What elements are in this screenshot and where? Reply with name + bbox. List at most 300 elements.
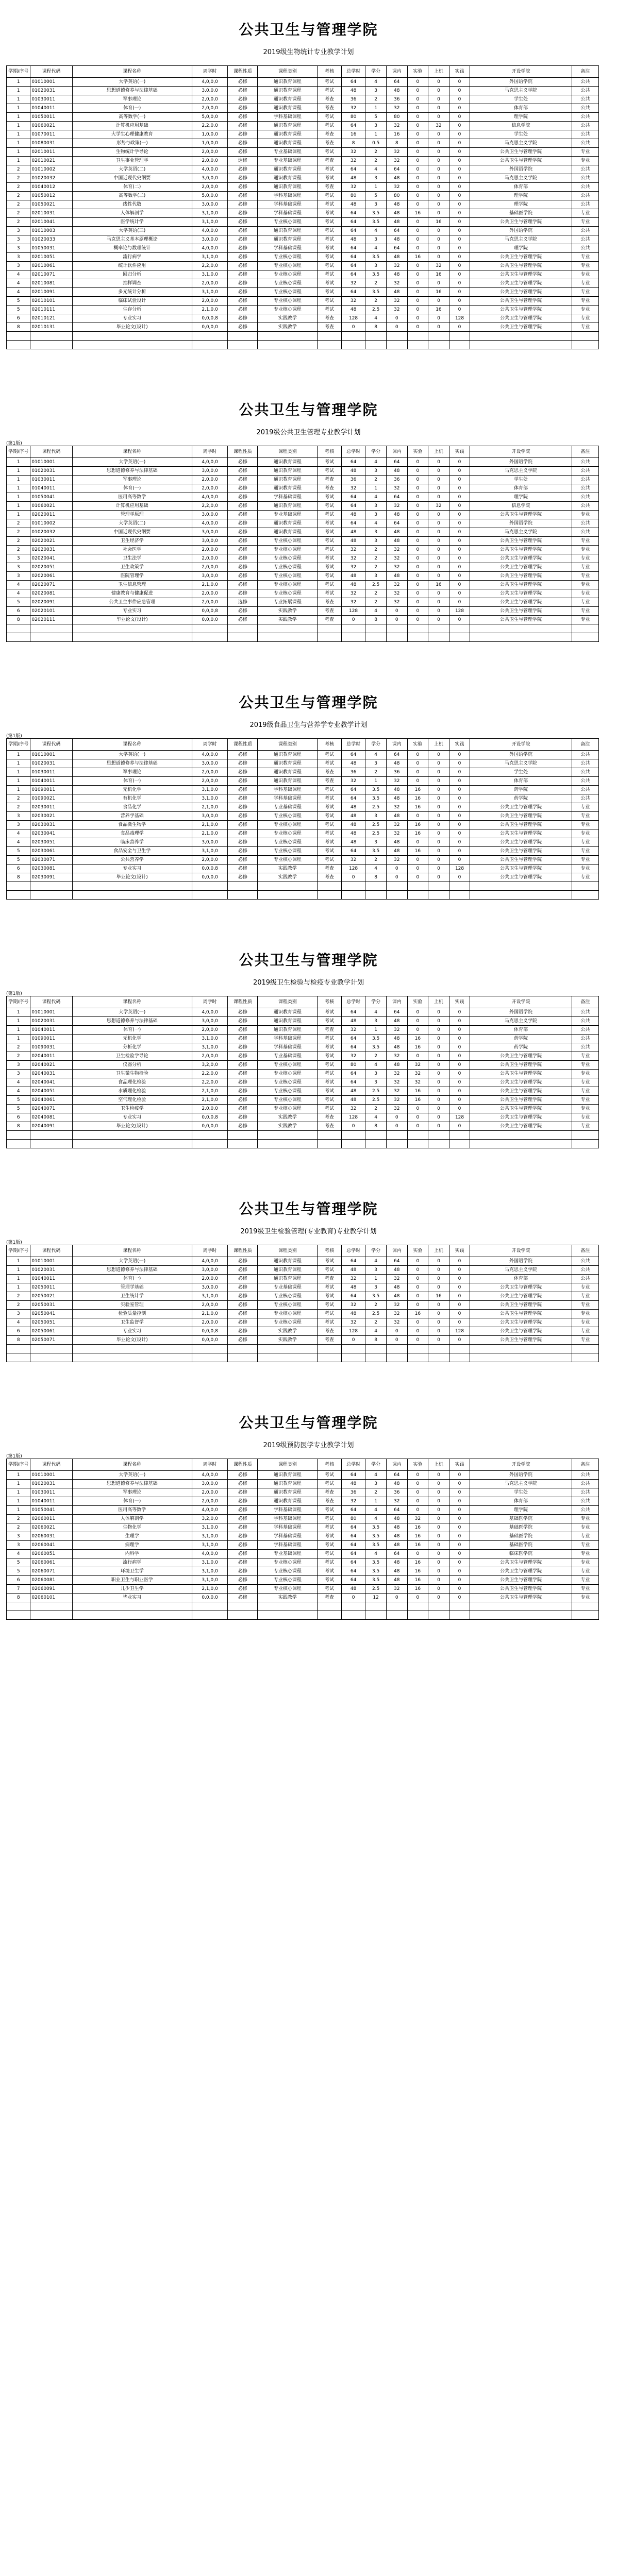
table-cell: 36 <box>386 768 407 777</box>
table-cell: 32 <box>386 546 407 554</box>
table-cell: 32 <box>386 821 407 829</box>
table-cell: 8 <box>365 1122 387 1131</box>
curriculum-table <box>6 1459 599 1620</box>
table-cell: 考试 <box>318 812 341 821</box>
table-cell: 考试 <box>318 1585 341 1594</box>
table-cell: 0 <box>428 1318 449 1327</box>
table-cell: 必修 <box>228 563 258 572</box>
table-cell: 公共卫生与管理学院 <box>470 1585 572 1594</box>
table-cell: 5,0,0,0 <box>192 192 228 200</box>
table-cell: 专业核心课程 <box>258 821 318 829</box>
table-cell: 通识教育课程 <box>258 528 318 537</box>
table-cell: 考试 <box>318 1292 341 1301</box>
table-cell: 0 <box>428 838 449 847</box>
table-cell: 02030051 <box>30 838 72 847</box>
table-cell: 公共卫生与管理学院 <box>470 1052 572 1061</box>
table-cell: 7 <box>7 1585 30 1594</box>
table-cell: 专业 <box>572 812 598 821</box>
table-cell: 48 <box>341 803 365 812</box>
plan-title: 2019级卫生检验与检疫专业教学计划 <box>253 979 364 987</box>
table-cell: 公共 <box>572 1026 598 1035</box>
table-cell: 64 <box>341 1558 365 1567</box>
table-cell: 思想道德修养与法律基础 <box>72 1480 192 1488</box>
table-cell: 0 <box>428 1523 449 1532</box>
table-cell: 1 <box>7 1035 30 1043</box>
table-cell: 0 <box>428 1257 449 1266</box>
table-cell: 1 <box>7 759 30 768</box>
table-cell: 32 <box>386 122 407 130</box>
table-cell: 1 <box>7 113 30 122</box>
table-cell: 考试 <box>318 279 341 288</box>
table-cell: 必修 <box>228 1052 258 1061</box>
table-cell: 必修 <box>228 812 258 821</box>
table-cell: 专业 <box>572 838 598 847</box>
table-cell: 公共卫生与管理学院 <box>470 1576 572 1585</box>
table-cell: 0 <box>407 1008 428 1017</box>
table-cell: 空气理化检验 <box>72 1096 192 1105</box>
table-cell: 48 <box>341 174 365 183</box>
table-cell: 形势与政策(一) <box>72 139 192 148</box>
table-cell: 1 <box>7 1506 30 1515</box>
table-cell: 水质理化检验 <box>72 1087 192 1096</box>
table-cell: 4 <box>365 865 387 873</box>
table-cell: 考查 <box>318 1122 341 1131</box>
table-cell: 0 <box>428 104 449 113</box>
table-cell: 3 <box>365 511 387 519</box>
table-cell: 专业核心课程 <box>258 1070 318 1078</box>
table-cell: 3 <box>7 554 30 563</box>
table-cell: 必修 <box>228 1087 258 1096</box>
table-cell: 48 <box>386 1480 407 1488</box>
table-row <box>7 1087 599 1096</box>
table-cell: 马克思主义学院 <box>470 87 572 95</box>
table-cell: 必修 <box>228 253 258 262</box>
table-cell: 考试 <box>318 288 341 297</box>
column-header: 周学时 <box>192 66 228 78</box>
table-cell: 学生处 <box>470 768 572 777</box>
table-row <box>7 537 599 546</box>
table-row <box>7 838 599 847</box>
table-cell: 0 <box>449 589 470 598</box>
table-cell: 02020061 <box>30 572 72 581</box>
table-cell: 公共卫生与管理学院 <box>470 803 572 812</box>
table-cell: 2 <box>365 476 387 484</box>
column-header: 课程代码 <box>30 66 72 78</box>
table-cell: 48 <box>386 1292 407 1301</box>
table-cell: 公共 <box>572 78 598 87</box>
table-cell: 5 <box>7 598 30 607</box>
table-cell: 必修 <box>228 751 258 759</box>
table-cell: 8 <box>365 616 387 624</box>
table-cell: 考查 <box>318 768 341 777</box>
table-cell: 专业 <box>572 1070 598 1078</box>
table-cell: 0 <box>449 1275 470 1283</box>
table-cell: 公共 <box>572 165 598 174</box>
column-header: 备注 <box>572 66 598 78</box>
table-cell: 专业 <box>572 563 598 572</box>
table-cell: 必修 <box>228 1585 258 1594</box>
table-cell: 5 <box>7 1105 30 1113</box>
table-cell: 专业 <box>572 873 598 882</box>
table-cell: 0 <box>449 165 470 174</box>
table-cell: 马克思主义学院 <box>470 1480 572 1488</box>
table-cell: 考试 <box>318 1523 341 1532</box>
table-cell: 专业 <box>572 598 598 607</box>
table-row <box>7 1035 599 1043</box>
table-cell: 必修 <box>228 1558 258 1567</box>
table-cell: 3 <box>7 253 30 262</box>
table-cell: 32 <box>386 1026 407 1035</box>
table-cell: 3.5 <box>365 209 387 218</box>
table-cell: 0 <box>428 192 449 200</box>
table-cell: 必修 <box>228 759 258 768</box>
table-cell: 必修 <box>228 1266 258 1275</box>
table-row <box>7 235 599 244</box>
table-cell: 02020081 <box>30 589 72 598</box>
table-cell: 02020091 <box>30 598 72 607</box>
table-cell: 公共 <box>572 1488 598 1497</box>
table-row <box>7 1488 599 1497</box>
table-cell: 公共 <box>572 1035 598 1043</box>
table-cell: 卫生监督学 <box>72 1318 192 1327</box>
table-cell: 2 <box>7 537 30 546</box>
table-cell: 64 <box>341 1257 365 1266</box>
table-cell: 01020031 <box>30 467 72 476</box>
table-cell: 0 <box>407 589 428 598</box>
column-header: 实践 <box>449 446 470 458</box>
table-cell: 0 <box>428 1113 449 1122</box>
table-cell: 3 <box>7 1532 30 1541</box>
table-cell: 3,0,0,0 <box>192 87 228 95</box>
table-cell: 通识教育课程 <box>258 484 318 493</box>
table-cell: 专业核心课程 <box>258 1087 318 1096</box>
table-cell: 公共 <box>572 502 598 511</box>
table-row <box>7 192 599 200</box>
table-row <box>7 572 599 581</box>
table-cell: 02040061 <box>30 1096 72 1105</box>
table-cell: 思想道德修养与法律基础 <box>72 467 192 476</box>
table-cell: 3,1,0,0 <box>192 794 228 803</box>
table-cell: 必修 <box>228 794 258 803</box>
table-cell: 0 <box>428 157 449 165</box>
curriculum-table <box>6 996 599 1148</box>
table-cell: 考试 <box>318 1506 341 1515</box>
table-cell: 考试 <box>318 209 341 218</box>
table-cell: 专业核心课程 <box>258 554 318 563</box>
column-header: 开设学院 <box>470 1459 572 1471</box>
table-cell: 专业 <box>572 1532 598 1541</box>
table-cell: 0,0,0,8 <box>192 314 228 323</box>
table-cell: 公共卫生与管理学院 <box>470 873 572 882</box>
table-cell: 3,0,0,0 <box>192 838 228 847</box>
table-cell: 32 <box>386 262 407 270</box>
table-cell: 48 <box>341 759 365 768</box>
table-cell: 02020021 <box>30 537 72 546</box>
table-cell: 3,0,0,0 <box>192 1017 228 1026</box>
table-cell: 公共 <box>572 122 598 130</box>
table-cell: 32 <box>386 279 407 288</box>
table-cell: 3,1,0,0 <box>192 253 228 262</box>
table-cell: 必修 <box>228 306 258 314</box>
table-cell: 0 <box>407 165 428 174</box>
table-cell: 48 <box>341 1310 365 1318</box>
table-cell: 0 <box>428 244 449 253</box>
table-cell: 0 <box>407 1113 428 1122</box>
table-cell: 2.5 <box>365 1087 387 1096</box>
table-header-row <box>7 1459 599 1471</box>
table-cell: 0 <box>449 1336 470 1345</box>
table-cell: 专业核心课程 <box>258 1558 318 1567</box>
table-cell: 02030071 <box>30 856 72 865</box>
table-cell: 3,1,0,0 <box>192 270 228 279</box>
table-cell: 48 <box>386 537 407 546</box>
table-cell: 48 <box>386 174 407 183</box>
table-row <box>7 130 599 139</box>
table-row <box>7 1257 599 1266</box>
table-cell: 0 <box>386 1336 407 1345</box>
table-row <box>7 200 599 209</box>
table-cell: 0 <box>407 1480 428 1488</box>
table-cell: 0 <box>386 314 407 323</box>
column-header: 备注 <box>572 1459 598 1471</box>
column-header: 备注 <box>572 1245 598 1257</box>
table-cell: 有机化学 <box>72 794 192 803</box>
table-cell: 0 <box>449 78 470 87</box>
table-cell: 0 <box>386 1327 407 1336</box>
table-cell: 2,0,0,0 <box>192 104 228 113</box>
table-cell: 考试 <box>318 803 341 812</box>
table-cell: 流行病学 <box>72 1558 192 1567</box>
table-cell: 0 <box>407 1318 428 1327</box>
table-cell: 48 <box>386 572 407 581</box>
table-cell: 必修 <box>228 607 258 616</box>
table-cell: 专业 <box>572 1292 598 1301</box>
table-cell: 48 <box>341 87 365 95</box>
table-cell: 0 <box>428 803 449 812</box>
table-cell: 0 <box>407 218 428 227</box>
table-cell: 02010041 <box>30 218 72 227</box>
table-row <box>7 1532 599 1541</box>
table-cell: 检验质量控制 <box>72 1310 192 1318</box>
column-header: 课程类别 <box>258 446 318 458</box>
table-cell: 必修 <box>228 1480 258 1488</box>
table-cell: 专业核心课程 <box>258 1292 318 1301</box>
column-header: 课内 <box>386 996 407 1008</box>
table-row <box>7 314 599 323</box>
table-cell: 卫生检疫学 <box>72 1105 192 1113</box>
table-cell: 0 <box>428 1327 449 1336</box>
table-cell: 5 <box>7 856 30 865</box>
table-cell: 2 <box>7 183 30 192</box>
table-cell: 3 <box>365 1283 387 1292</box>
table-cell: 临床试验设计 <box>72 297 192 306</box>
column-header: 考核 <box>318 739 341 751</box>
column-header: 总学时 <box>341 996 365 1008</box>
table-cell: 4 <box>7 279 30 288</box>
table-cell: 01030011 <box>30 476 72 484</box>
table-cell: 4 <box>365 78 387 87</box>
table-row <box>7 1318 599 1327</box>
college-title: 公共卫生与管理学院 <box>239 694 378 711</box>
table-cell: 0 <box>386 323 407 332</box>
table-cell: 卫生事业管理学 <box>72 157 192 165</box>
table-cell: 4 <box>365 751 387 759</box>
table-cell: 1 <box>365 1275 387 1283</box>
table-cell: 实践教学 <box>258 1336 318 1345</box>
table-cell: 1 <box>7 768 30 777</box>
table-cell: 毕业论文(设计) <box>72 323 192 332</box>
column-header: 课程名称 <box>72 1459 192 1471</box>
table-cell: 0 <box>449 174 470 183</box>
empty-row <box>7 1131 599 1140</box>
table-cell: 0 <box>407 130 428 139</box>
table-cell: 3.5 <box>365 1567 387 1576</box>
table-cell: 4,0,0,0 <box>192 1471 228 1480</box>
table-cell: 专业 <box>572 546 598 554</box>
table-cell: 卫生信息管理 <box>72 581 192 589</box>
table-cell: 必修 <box>228 1532 258 1541</box>
table-cell: 0 <box>407 502 428 511</box>
table-cell: 0 <box>449 554 470 563</box>
table-cell: 0 <box>386 1113 407 1122</box>
table-cell: 专业 <box>572 847 598 856</box>
table-cell: 2,0,0,0 <box>192 546 228 554</box>
table-cell: 3.5 <box>365 786 387 794</box>
table-cell: 01090011 <box>30 786 72 794</box>
table-cell: 公共卫生与管理学院 <box>470 148 572 157</box>
table-cell: 理学院 <box>470 200 572 209</box>
table-cell: 0 <box>428 1515 449 1523</box>
empty-row <box>7 1602 599 1611</box>
table-cell: 0 <box>428 1480 449 1488</box>
table-cell: 药学院 <box>470 1043 572 1052</box>
table-cell: 01010002 <box>30 165 72 174</box>
table-cell: 3,0,0,0 <box>192 537 228 546</box>
table-cell: 3.5 <box>365 1292 387 1301</box>
table-cell: 0,0,0,8 <box>192 1113 228 1122</box>
table-cell: 01020031 <box>30 1017 72 1026</box>
table-cell: 必修 <box>228 209 258 218</box>
table-cell: 3.5 <box>365 1558 387 1567</box>
table-cell: 0 <box>428 174 449 183</box>
table-cell: 必修 <box>228 768 258 777</box>
table-cell: 选修 <box>228 157 258 165</box>
table-cell: 48 <box>386 812 407 821</box>
table-cell: 0 <box>341 873 365 882</box>
table-cell: 0 <box>449 244 470 253</box>
column-header: 课程代码 <box>30 1245 72 1257</box>
table-cell: 必修 <box>228 288 258 297</box>
table-cell: 2,0,0,0 <box>192 484 228 493</box>
table-cell: 专业核心课程 <box>258 563 318 572</box>
table-cell: 食品化学 <box>72 803 192 812</box>
table-cell: 0 <box>407 598 428 607</box>
table-cell: 考查 <box>318 865 341 873</box>
column-header: 实验 <box>407 66 428 78</box>
plan-block <box>0 1179 617 1393</box>
table-cell: 公共 <box>572 174 598 183</box>
table-cell: 专业 <box>572 554 598 563</box>
table-cell: 02030091 <box>30 873 72 882</box>
table-cell: 学科基础课程 <box>258 244 318 253</box>
table-cell: 考试 <box>318 589 341 598</box>
table-cell: 3.5 <box>365 1576 387 1585</box>
empty-row <box>7 624 599 633</box>
table-cell: 0 <box>449 1292 470 1301</box>
table-cell: 0 <box>428 323 449 332</box>
table-cell: 02020071 <box>30 581 72 589</box>
table-cell: 3,2,0,0 <box>192 1515 228 1523</box>
table-cell: 必修 <box>228 493 258 502</box>
table-cell: 外国语学院 <box>470 1008 572 1017</box>
table-cell: 3 <box>7 821 30 829</box>
table-cell: 48 <box>386 1283 407 1292</box>
table-cell: 必修 <box>228 873 258 882</box>
table-cell: 专业 <box>572 297 598 306</box>
table-cell: 6 <box>7 865 30 873</box>
college-title: 公共卫生与管理学院 <box>239 1414 378 1431</box>
table-cell: 0 <box>449 200 470 209</box>
table-cell: 考查 <box>318 1113 341 1122</box>
table-cell: 1 <box>365 1497 387 1506</box>
table-row <box>7 157 599 165</box>
college-title: 公共卫生与管理学院 <box>239 21 378 38</box>
college-title: 公共卫生与管理学院 <box>239 401 378 418</box>
table-cell: 0 <box>449 1301 470 1310</box>
table-cell: 专业 <box>572 829 598 838</box>
table-cell: 0 <box>407 768 428 777</box>
table-cell: 思想道德修养与法律基础 <box>72 1017 192 1026</box>
table-cell: 1 <box>7 95 30 104</box>
table-cell: 48 <box>341 200 365 209</box>
table-cell: 0 <box>428 1567 449 1576</box>
table-cell: 2 <box>7 546 30 554</box>
table-row <box>7 528 599 537</box>
table-cell: 专业核心课程 <box>258 270 318 279</box>
college-title: 公共卫生与管理学院 <box>239 1200 378 1217</box>
table-cell: 2,0,0,0 <box>192 1026 228 1035</box>
table-cell: 0 <box>449 838 470 847</box>
empty-row <box>7 1345 599 1353</box>
table-cell: 病理学 <box>72 1541 192 1550</box>
table-cell: 01090011 <box>30 1035 72 1043</box>
table-cell: 公共 <box>572 786 598 794</box>
table-cell: 48 <box>386 1558 407 1567</box>
table-cell: 01040011 <box>30 777 72 786</box>
table-cell: 2,0,0,0 <box>192 1497 228 1506</box>
table-cell: 0 <box>407 139 428 148</box>
table-cell: 公共卫生与管理学院 <box>470 1594 572 1602</box>
table-cell: 1 <box>7 1488 30 1497</box>
table-cell: 公共 <box>572 235 598 244</box>
table-cell: 64 <box>386 165 407 174</box>
table-cell: 64 <box>341 1078 365 1087</box>
table-cell: 医用高等数学 <box>72 493 192 502</box>
table-cell: 64 <box>341 270 365 279</box>
column-header: 上机 <box>428 1245 449 1257</box>
table-cell: 3,1,0,0 <box>192 847 228 856</box>
table-cell: 公共卫生与管理学院 <box>470 1122 572 1131</box>
table-cell: 考查 <box>318 616 341 624</box>
table-cell: 02040041 <box>30 1078 72 1087</box>
table-cell: 48 <box>341 1017 365 1026</box>
table-cell: 01020031 <box>30 1480 72 1488</box>
table-cell: 考试 <box>318 821 341 829</box>
table-cell: 32 <box>341 1026 365 1035</box>
table-cell: 2 <box>365 148 387 157</box>
column-header: 总学时 <box>341 66 365 78</box>
table-cell: 0 <box>407 493 428 502</box>
